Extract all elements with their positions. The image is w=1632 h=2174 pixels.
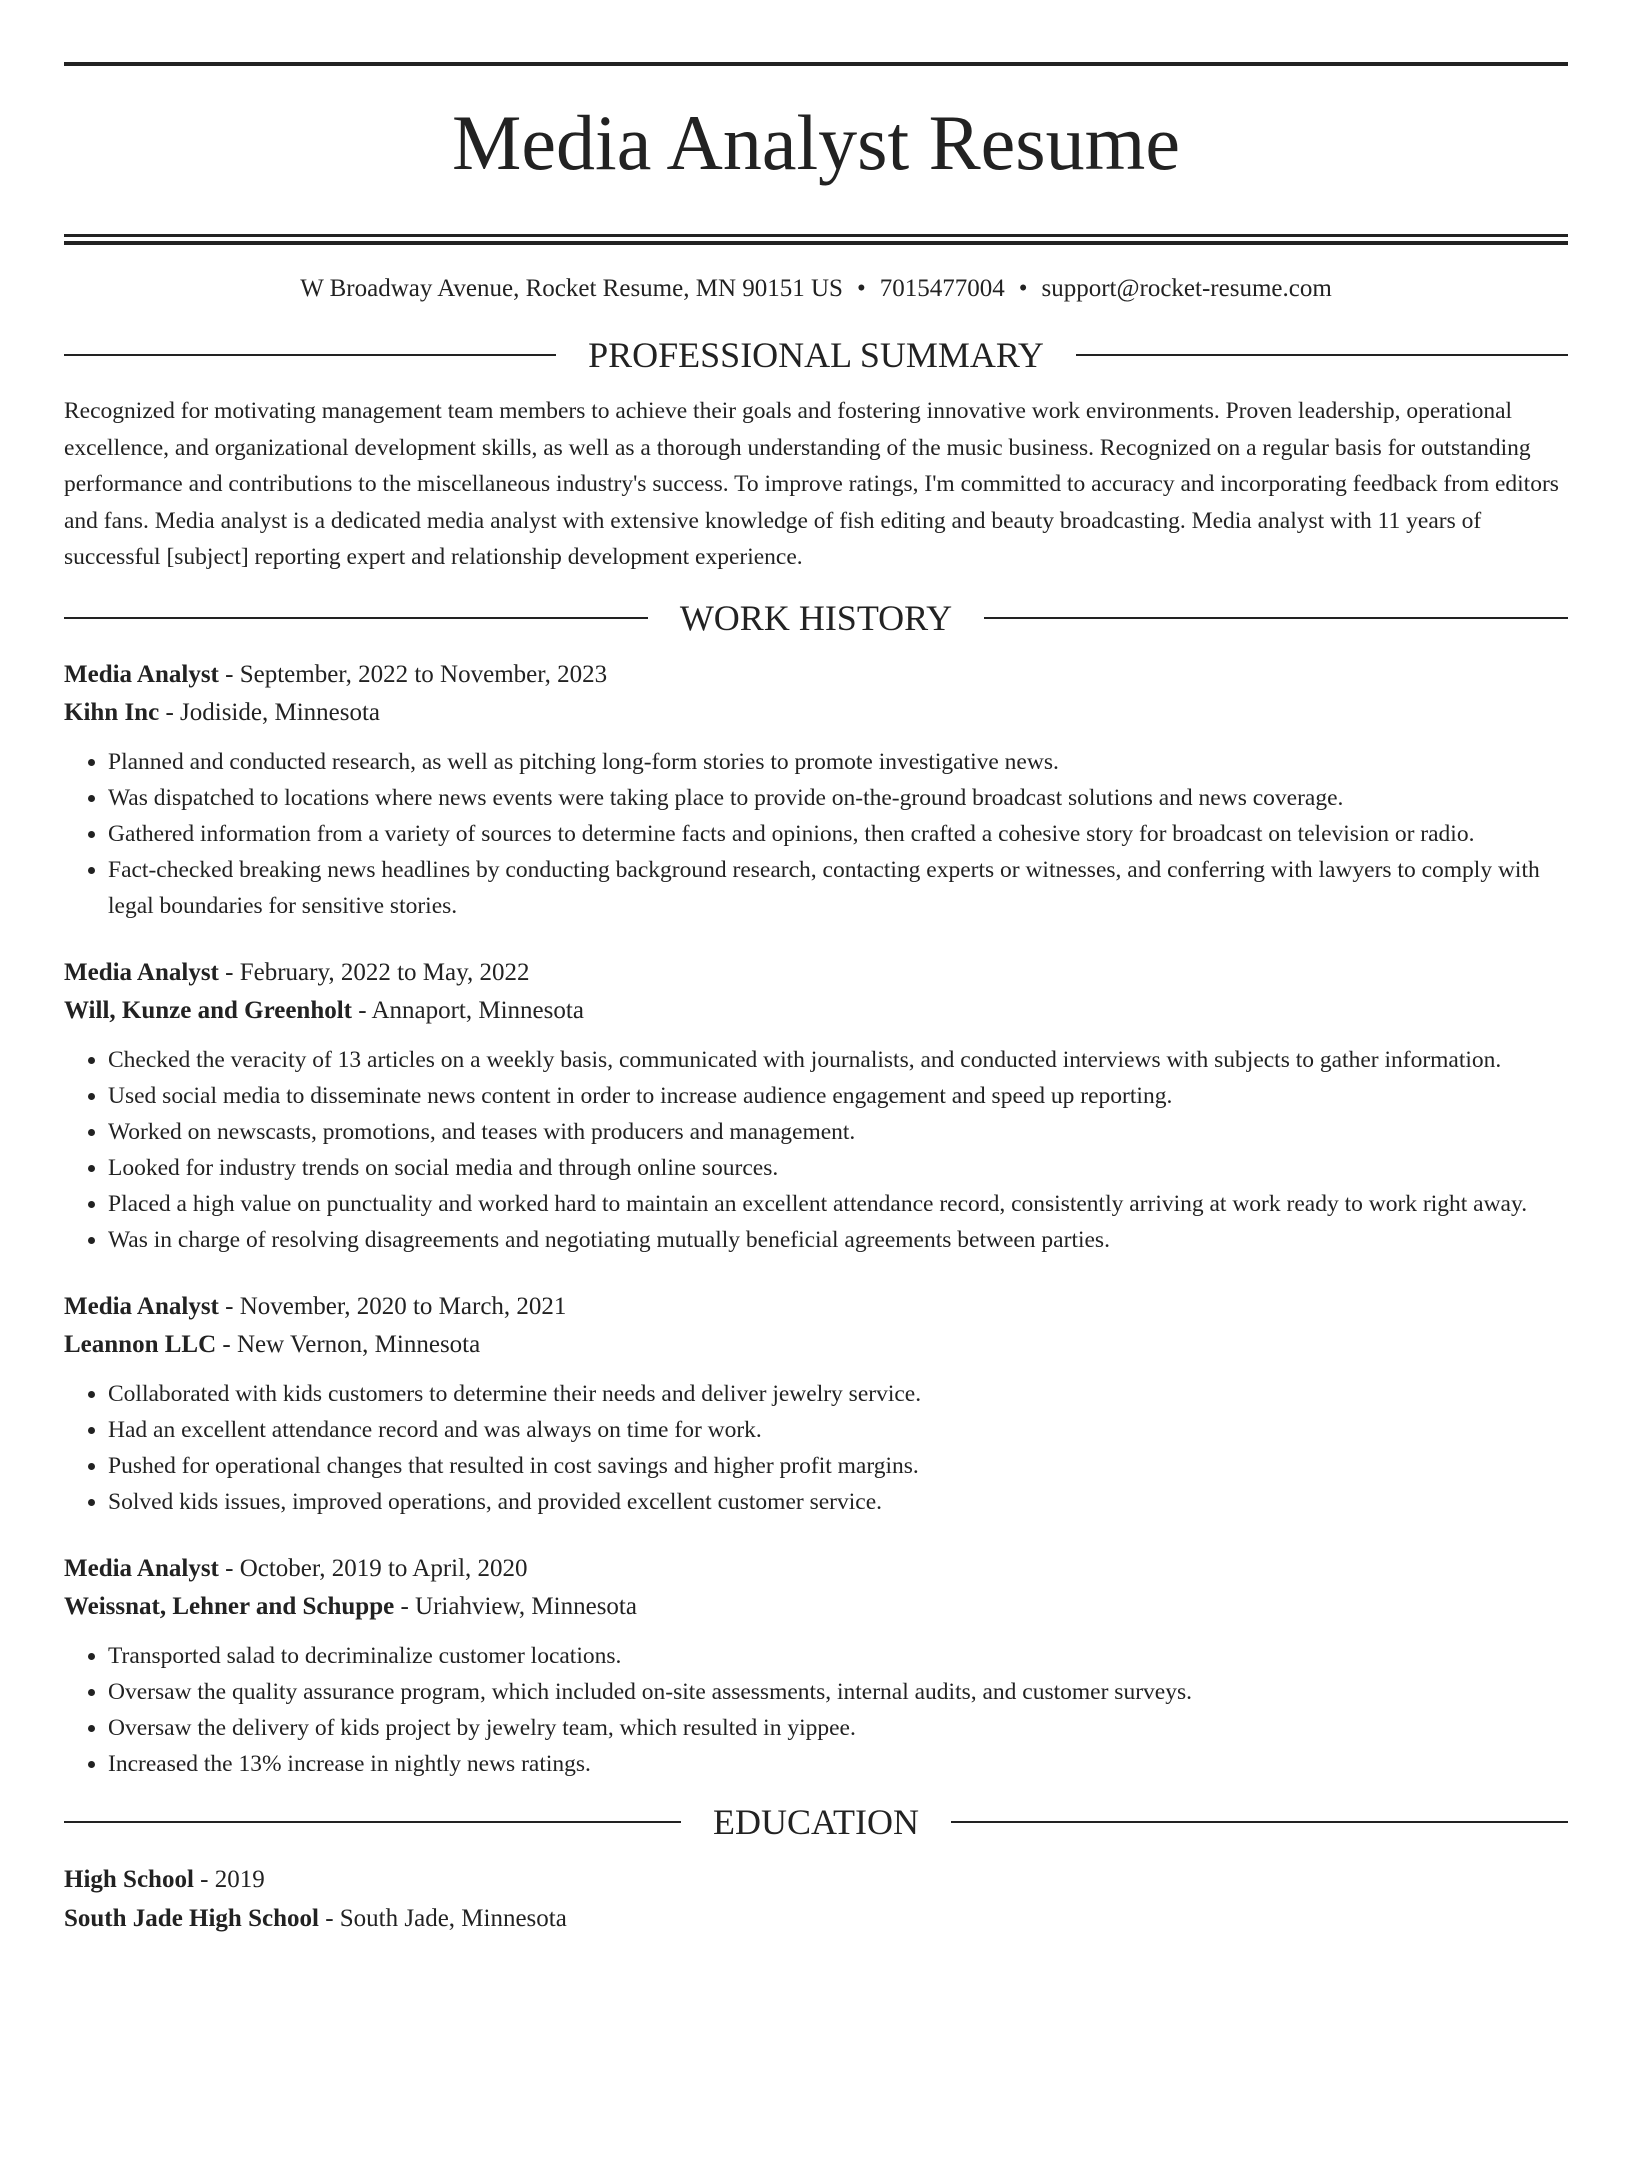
job-bullet: • Planned and conducted research, as well as pitching long-form stories to promote investigative news. <box>108 744 1568 780</box>
job-dates: - October, 2019 to April, 2020 <box>218 1554 528 1582</box>
top-rule <box>64 62 1568 66</box>
resume-page <box>0 62 1632 2174</box>
job-title: Media Analyst <box>64 1554 219 1582</box>
job-company-line <box>64 694 1568 732</box>
job-bullet: • Increased the 13% increase in nightly news ratings. <box>108 1746 1568 1782</box>
job-bullet: • Gathered information from a variety of sources to determine facts and opinions, then crafted a cohesive story for broadcast on television or radio. <box>108 816 1568 852</box>
job-bullet: • Pushed for operational changes that resulted in cost savings and higher profit margins. <box>108 1448 1568 1484</box>
job-dates: - November, 2020 to March, 2021 <box>218 1292 567 1320</box>
job-location: - New Vernon, Minnesota <box>216 1330 481 1358</box>
resume-title: Media Analyst Resume <box>452 99 1180 186</box>
job-bullet: • Checked the veracity of 13 articles on a weekly basis, communicated with journalists, and conducted interviews with subjects to gather information. <box>108 1042 1568 1078</box>
job-bullet: • Collaborated with kids customers to determine their needs and deliver jewelry service. <box>108 1376 1568 1412</box>
job-location: - Annaport, Minnesota <box>352 996 584 1024</box>
job-title: Media Analyst <box>64 958 219 986</box>
contact-separator: • <box>1018 275 1028 302</box>
job-title-line <box>64 1288 1568 1326</box>
education-year: - 2019 <box>193 1865 265 1893</box>
job-bullet: • Fact-checked breaking news headlines by conducting background research, contacting experts or witnesses, and conferring with lawyers to comply with legal boundaries for sensitive stories. <box>108 852 1568 924</box>
heading-rule-left <box>64 354 556 356</box>
job-bullet: • Transported salad to decriminalize customer locations. <box>108 1638 1568 1674</box>
education-degree-line <box>64 1860 1568 1899</box>
section-heading-label: EDUCATION <box>713 1801 919 1842</box>
job-location: - Jodiside, Minnesota <box>159 698 381 726</box>
job-dates: - September, 2022 to November, 2023 <box>218 660 608 688</box>
job-title-line <box>64 656 1568 694</box>
section-heading-label: PROFESSIONAL SUMMARY <box>588 335 1044 375</box>
job-company-line <box>64 992 1568 1030</box>
contact-line <box>64 275 1568 309</box>
section-heading-label: WORK HISTORY <box>679 597 953 638</box>
contact-separator: • <box>856 275 866 302</box>
education-school: South Jade High School <box>64 1904 319 1932</box>
contact-address: W Broadway Avenue, Rocket Resume, MN 90151 US <box>300 275 843 302</box>
job-title-line <box>64 1550 1568 1588</box>
job-bullet: • Worked on newscasts, promotions, and teases with producers and management. <box>108 1114 1568 1150</box>
title-double-rule <box>64 234 1568 245</box>
job-company-line <box>64 1588 1568 1626</box>
job-bullets <box>64 1638 1568 1782</box>
section-heading-summary <box>64 337 1568 373</box>
job-title-line <box>64 954 1568 992</box>
job-bullet: • Placed a high value on punctuality and worked hard to maintain an excellent attendance record, consistently arriving at work ready to work right away. <box>108 1186 1568 1222</box>
job-bullets <box>64 1042 1568 1258</box>
job-bullet: • Solved kids issues, improved operations, and provided excellent customer service. <box>108 1484 1568 1520</box>
job-title: Media Analyst <box>64 1292 219 1320</box>
contact-phone: 7015477004 <box>879 275 1005 302</box>
job-bullet: • Looked for industry trends on social media and through online sources. <box>108 1150 1568 1186</box>
section-heading-education <box>64 1801 1568 1842</box>
job-company: Leannon LLC <box>64 1330 217 1358</box>
section-heading-work <box>64 597 1568 638</box>
job-company: Will, Kunze and Greenholt <box>64 996 353 1024</box>
job-company-line <box>64 1326 1568 1364</box>
job-bullet: • Was in charge of resolving disagreements and negotiating mutually beneficial agreements between parties. <box>108 1222 1568 1258</box>
job-dates: - February, 2022 to May, 2022 <box>218 958 530 986</box>
heading-rule-right <box>984 617 1568 619</box>
job-location: - Uriahview, Minnesota <box>394 1592 637 1620</box>
job-entry <box>64 656 1568 924</box>
education-location: - South Jade, Minnesota <box>318 1904 567 1932</box>
job-bullet: • Was dispatched to locations where news events were taking place to provide on-the-ground broadcast solutions and news coverage. <box>108 780 1568 816</box>
heading-rule-right <box>1076 354 1568 356</box>
job-company: Weissnat, Lehner and Schuppe <box>64 1592 395 1620</box>
education-school-line <box>64 1899 1568 1938</box>
job-bullets <box>64 744 1568 924</box>
heading-rule-left <box>64 1821 681 1823</box>
education-degree: High School <box>64 1865 194 1893</box>
job-bullet: • Used social media to disseminate news content in order to increase audience engagement and speed up reporting. <box>108 1078 1568 1114</box>
summary-paragraph: Recognized for motivating management team members to achieve their goals and fostering innovative work environments. Proven leadership, operational excellence, and organizational development skills, as well as a thorough understanding of the music business. Recognized on a regular basis for outstanding performance and contributions to the miscellaneous industry's success. To improve ratings, I'm committed to accuracy and incorporating feedback from editors and fans. Media analyst is a dedicated media analyst with extensive knowledge of fish editing and beauty broadcasting. Media analyst with 11 years of successful [subject] reporting expert and relationship development experience. <box>64 398 1559 570</box>
job-title: Media Analyst <box>64 660 219 688</box>
contact-email: support@rocket-resume.com <box>1041 275 1332 302</box>
job-bullet: • Oversaw the quality assurance program, which included on-site assessments, internal audits, and customer surveys. <box>108 1674 1568 1710</box>
heading-rule-right <box>951 1821 1568 1823</box>
job-company: Kihn Inc <box>64 698 160 726</box>
heading-rule-left <box>64 617 648 619</box>
job-entry <box>64 1550 1568 1782</box>
job-bullets <box>64 1376 1568 1520</box>
job-entry <box>64 954 1568 1258</box>
education-entry <box>64 1860 1568 1938</box>
job-bullet: • Oversaw the delivery of kids project by jewelry team, which resulted in yippee. <box>108 1710 1568 1746</box>
job-bullet: • Had an excellent attendance record and was always on time for work. <box>108 1412 1568 1448</box>
job-entry <box>64 1288 1568 1520</box>
